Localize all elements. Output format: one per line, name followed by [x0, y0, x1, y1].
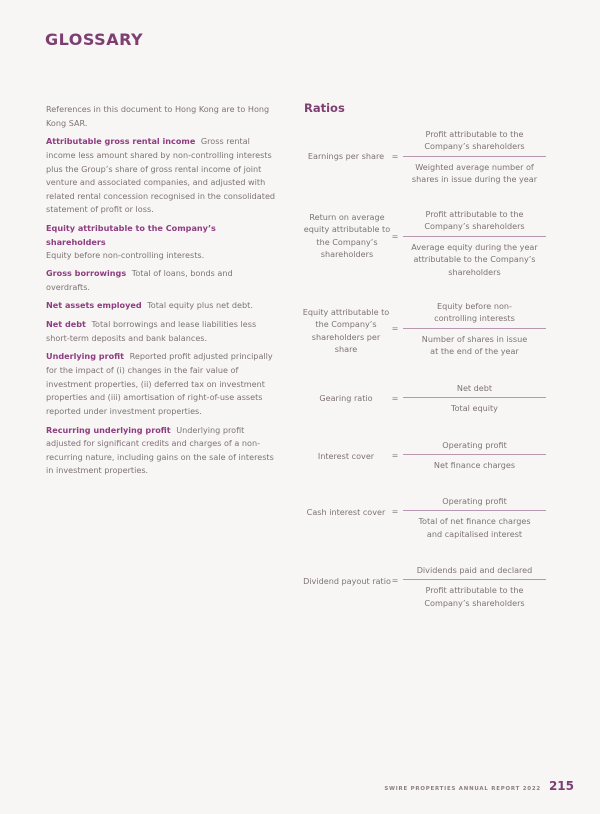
equals-sign: = — [391, 231, 399, 241]
ratio-numerator: Net debt — [456, 383, 493, 393]
glossary-entry — [46, 222, 278, 263]
ratios-heading: Ratios — [304, 101, 345, 115]
glossary-definition: Underlying profit adjusted for significant credits and charges of a non-recurring nature, including gains on the sale of interests in investment properties. — [46, 424, 274, 476]
equals-sign: = — [391, 506, 399, 516]
ratio-denominator: Total equity — [451, 403, 498, 414]
ratio-name: Dividend payout ratio — [303, 576, 391, 586]
ratio-equity-per-share — [296, 300, 556, 362]
ratio-fraction — [403, 439, 546, 472]
glossary-entry — [46, 424, 278, 478]
glossary-term: Net assets employed — [46, 300, 142, 311]
ratio-fraction — [403, 300, 546, 358]
ratio-fraction — [403, 382, 546, 415]
ratio-denominator: Total of net finance charges and capitalised interest — [418, 516, 531, 539]
fraction-line — [403, 579, 546, 580]
glossary-entry — [46, 318, 278, 345]
ratio-denominator: Profit attributable to the Company’s shareholders — [424, 585, 525, 608]
glossary-definition: Total of loans, bonds and overdrafts. — [46, 267, 233, 292]
ratio-cash-interest-cover — [296, 495, 556, 547]
ratio-name: Equity attributable to the Company’s shareholders per share — [302, 307, 390, 355]
page-number: 215 — [548, 779, 574, 793]
ratio-fraction — [403, 495, 546, 540]
fraction-line — [403, 454, 546, 455]
ratio-denominator: Net finance charges — [433, 460, 516, 471]
ratio-name: Interest cover — [317, 451, 375, 461]
glossary-definition: Total equity plus net debt. — [147, 300, 253, 311]
ratio-denominator: Number of shares in issue at the end of the year — [421, 333, 528, 357]
equals-sign: = — [391, 323, 399, 333]
fraction-line — [403, 156, 546, 157]
ratio-numerator: Equity before non-controlling interests — [434, 301, 515, 324]
fraction-line — [403, 328, 546, 329]
equals-sign: = — [391, 393, 399, 403]
ratio-fraction — [403, 564, 546, 609]
equals-sign: = — [391, 450, 399, 460]
equals-sign: = — [391, 151, 399, 161]
ratio-dividend-payout — [296, 564, 556, 616]
ratio-fraction — [403, 208, 546, 278]
page-title: GLOSSARY — [45, 30, 144, 49]
glossary-term: Net debt — [46, 319, 86, 330]
equals-sign: = — [391, 575, 399, 585]
ratio-numerator: Profit attributable to the Company’s shareholders — [424, 129, 525, 152]
ratio-fraction — [403, 128, 546, 186]
ratio-earnings-per-share — [296, 128, 556, 190]
ratio-return-on-average-equity — [296, 208, 556, 284]
glossary-term: Underlying profit — [46, 351, 125, 362]
glossary-term: Gross borrowings — [46, 267, 127, 278]
ratio-name: Gearing ratio — [319, 393, 373, 403]
report-name: SWIRE PROPERTIES ANNUAL REPORT 2022 — [384, 786, 541, 792]
fraction-line — [403, 397, 546, 398]
fraction-line — [403, 510, 546, 511]
glossary-definition: Gross rental income less amount shared by non-controlling interests plus the Group’s share of gross rental income of joint venture and associated companies, and adjusted with related rental concession recognised in the consolidated statement of profit or loss. — [46, 136, 276, 215]
glossary-definition: Reported profit adjusted principally for the impact of (i) changes in the fair value of investment properties, (ii) deferred tax on investment properties and (iii) amortisation of right-of-use assets reported under investment properties. — [46, 351, 273, 416]
glossary-entry — [46, 350, 278, 418]
glossary-entry — [46, 299, 278, 313]
ratio-denominator: Weighted average number of shares in issue during the year — [411, 161, 538, 185]
ratio-numerator: Operating profit — [442, 496, 507, 506]
glossary-entry — [46, 267, 278, 294]
glossary-definition: Equity before non-controlling interests. — [46, 250, 205, 261]
glossary-term: Equity attributable to the Company’s shareholders — [46, 223, 216, 247]
ratio-numerator: Dividends paid and declared — [416, 565, 533, 575]
glossary-intro: References in this document to Hong Kong are to Hong Kong SAR. — [46, 104, 270, 128]
ratio-numerator: Operating profit — [442, 440, 507, 450]
glossary-term: Attributable gross rental income — [46, 136, 196, 147]
glossary-definition: Total borrowings and lease liabilities less short-term deposits and bank balances. — [46, 319, 257, 343]
fraction-line — [403, 236, 546, 237]
ratio-gearing — [296, 382, 556, 422]
glossary-column — [46, 103, 278, 483]
ratio-name: Return on average equity attributable to the Company’s shareholders — [303, 212, 391, 260]
ratio-name: Earnings per share — [307, 151, 385, 161]
ratio-interest-cover — [296, 439, 556, 479]
ratio-name: Cash interest cover — [306, 507, 386, 517]
glossary-term: Recurring underlying profit — [46, 424, 171, 435]
page-footer — [384, 779, 574, 793]
glossary-entry — [46, 135, 278, 217]
ratio-numerator: Profit attributable to the Company’s shareholders — [424, 209, 525, 232]
ratio-denominator: Average equity during the year attributable to the Company’s shareholders — [411, 241, 538, 277]
